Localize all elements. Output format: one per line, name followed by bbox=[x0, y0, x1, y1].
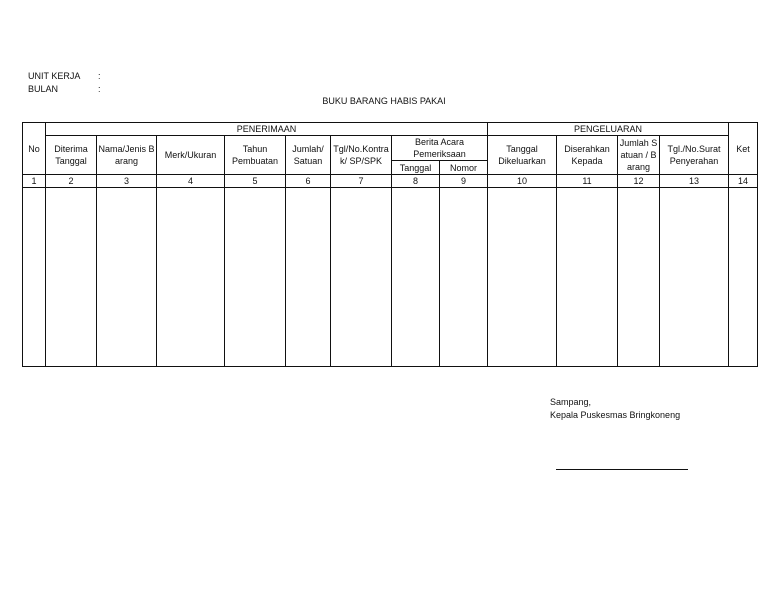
column-number: 14 bbox=[729, 175, 758, 188]
bulan-label: BULAN bbox=[28, 84, 59, 94]
signature-place: Sampang, bbox=[550, 397, 592, 407]
column-number: 2 bbox=[46, 175, 97, 188]
entry-cell[interactable] bbox=[660, 188, 729, 367]
header-ba-nomor: Nomor bbox=[440, 161, 488, 175]
header-penerimaan: PENERIMAAN bbox=[46, 123, 488, 136]
entry-cell[interactable] bbox=[286, 188, 331, 367]
entry-cell[interactable] bbox=[392, 188, 440, 367]
unit-kerja-row bbox=[28, 70, 101, 83]
entry-cell[interactable] bbox=[729, 188, 758, 367]
unit-kerja-separator: : bbox=[98, 71, 101, 81]
header-tgl-no-surat: Tgl./No.Surat Penyerahan bbox=[660, 136, 729, 175]
header-ket: Ket bbox=[729, 123, 758, 175]
column-number: 12 bbox=[618, 175, 660, 188]
column-number: 7 bbox=[331, 175, 392, 188]
header-tgl-no-kontrak: Tgl/No.Kontrak/ SP/SPK bbox=[331, 136, 392, 175]
column-number: 8 bbox=[392, 175, 440, 188]
header-diserahkan-kepada: Diserahkan Kepada bbox=[557, 136, 618, 175]
column-number: 9 bbox=[440, 175, 488, 188]
header-jumlah-satuan-barang: Jumlah Satuan / Barang bbox=[618, 136, 660, 175]
column-number: 4 bbox=[157, 175, 225, 188]
header-merk-ukuran: Merk/Ukuran bbox=[157, 136, 225, 175]
entry-cell[interactable] bbox=[488, 188, 557, 367]
signature-line bbox=[556, 469, 688, 470]
entry-cell[interactable] bbox=[23, 188, 46, 367]
column-number: 3 bbox=[97, 175, 157, 188]
column-number: 6 bbox=[286, 175, 331, 188]
unit-kerja-label: UNIT KERJA bbox=[28, 71, 81, 81]
header-tahun-pembuatan: Tahun Pembuatan bbox=[225, 136, 286, 175]
column-number: 11 bbox=[557, 175, 618, 188]
header-tanggal-dikeluarkan: Tanggal Dikeluarkan bbox=[488, 136, 557, 175]
header-ba-tanggal: Tanggal bbox=[392, 161, 440, 175]
column-number: 13 bbox=[660, 175, 729, 188]
entry-cell[interactable] bbox=[557, 188, 618, 367]
header-diterima-tanggal: Diterima Tanggal bbox=[46, 136, 97, 175]
header-berita-acara: Berita Acara Pemeriksaan bbox=[392, 136, 488, 161]
header-nama-jenis-barang: Nama/Jenis Barang bbox=[97, 136, 157, 175]
entry-cell[interactable] bbox=[157, 188, 225, 367]
column-number: 10 bbox=[488, 175, 557, 188]
bulan-row bbox=[28, 83, 101, 96]
entry-cell[interactable] bbox=[440, 188, 488, 367]
entry-cell[interactable] bbox=[225, 188, 286, 367]
column-number: 1 bbox=[23, 175, 46, 188]
bulan-separator: : bbox=[98, 84, 101, 94]
header-no: No bbox=[23, 123, 46, 175]
header-pengeluaran: PENGELUARAN bbox=[488, 123, 729, 136]
entry-cell[interactable] bbox=[331, 188, 392, 367]
ledger-table bbox=[22, 122, 758, 367]
entry-cell[interactable] bbox=[97, 188, 157, 367]
column-number: 5 bbox=[225, 175, 286, 188]
entry-cell[interactable] bbox=[46, 188, 97, 367]
signature-position: Kepala Puskesmas Bringkoneng bbox=[550, 410, 681, 420]
page-title: BUKU BARANG HABIS PAKAI bbox=[322, 96, 446, 106]
entry-cell[interactable] bbox=[618, 188, 660, 367]
header-jumlah-satuan: Jumlah/ Satuan bbox=[286, 136, 331, 175]
